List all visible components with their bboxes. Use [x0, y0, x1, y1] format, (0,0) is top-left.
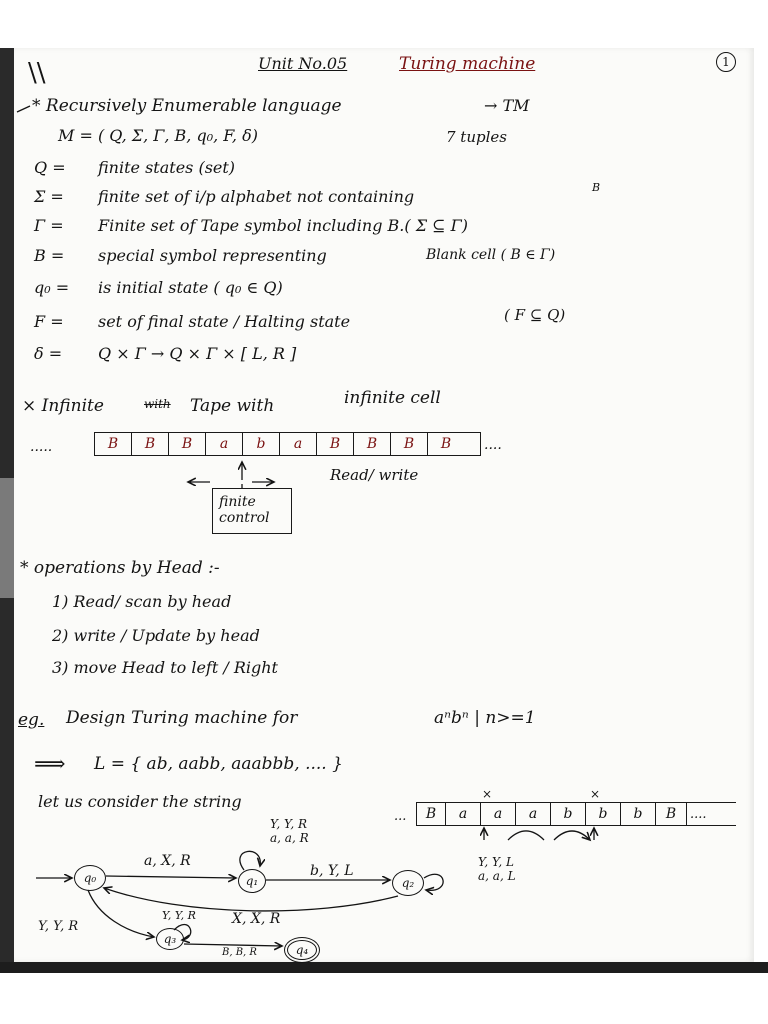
tape-cell: B — [131, 433, 168, 455]
bottom-margin — [0, 973, 768, 1024]
q1-q2-label: b, Y, L — [310, 863, 354, 879]
top-margin — [0, 0, 768, 48]
example-tape-cell: a — [445, 803, 480, 825]
operation-item: 2) write / Update by head — [52, 626, 260, 645]
tape-cell: B — [168, 433, 205, 455]
example-tape-left-dots: ... — [394, 809, 407, 824]
tape-cell: B — [94, 433, 131, 455]
tape-cell: a — [205, 433, 242, 455]
unit-label: Unit No.05 — [258, 54, 348, 73]
example-tape-cell: b — [620, 803, 655, 825]
state-q0: q₀ — [74, 865, 106, 891]
read-write-label: Read/ write — [330, 466, 419, 484]
row-note-b: Blank cell ( B ∈ Γ) — [426, 247, 556, 263]
loop-q2 — [424, 874, 443, 890]
finite-control-label: finite control — [219, 494, 270, 527]
row-note-f: ( F ⊆ Q) — [504, 306, 566, 324]
struck-word: with — [144, 397, 171, 411]
tm-arrow: → TM — [484, 96, 530, 115]
q0-q3-label: Y, Y, R — [38, 919, 79, 934]
desk-background — [0, 48, 14, 973]
top-left-mark: \\ — [28, 58, 46, 88]
tape-arrow — [508, 831, 544, 840]
row-sym-q: Q = — [34, 158, 66, 177]
state-q2: q₂ — [392, 870, 424, 896]
row-sym-sigma: Σ = — [34, 187, 64, 206]
tuple-note: 7 tuples — [446, 128, 507, 146]
edge-q0-q1 — [106, 876, 236, 878]
row-sym-q0: q₀ = — [34, 278, 70, 297]
row-sym-gamma: Γ = — [34, 216, 64, 235]
example-tape-cell: a — [480, 803, 515, 825]
tape-arrow — [554, 831, 590, 840]
edge-q3-q4 — [184, 944, 282, 946]
tape-mark: × — [482, 787, 493, 801]
row-sym-f: F = — [34, 312, 64, 331]
consider-text: let us consider the string — [38, 792, 242, 811]
tape-cell: a — [279, 433, 316, 455]
loop-q1 — [240, 851, 260, 870]
q2-q0-label: X, X, R — [232, 911, 281, 927]
row-text-gamma: Finite set of Tape symbol including B.( Σ ⊆ Γ) — [98, 216, 468, 235]
row-text-f: set of final state / Halting state — [98, 312, 351, 331]
row-sym-b: B = — [34, 246, 65, 265]
language-set: L = { ab, aabb, aaabbb, .... } — [94, 754, 343, 774]
notebook-page — [14, 48, 754, 962]
desk-edge — [0, 962, 768, 973]
tuple-definition: M = ( Q, Σ, Γ, B, q₀, F, δ) — [58, 126, 258, 145]
tape-right-dots: .... — [484, 437, 502, 453]
definition-heading: * Recursively Enumerable language — [32, 96, 342, 116]
q2-loop-label-1: Y, Y, L — [478, 855, 514, 869]
state-q4-inner: q₄ — [287, 940, 317, 960]
q0-q1-label: a, X, R — [144, 853, 191, 869]
page-title: Turing machine — [399, 54, 536, 74]
q3-loop-label: Y, Y, R — [162, 909, 196, 922]
row-note-sigma: B — [592, 181, 601, 194]
example-tape-cell: b — [550, 803, 585, 825]
row-sym-delta: δ = — [34, 344, 63, 363]
tape-cell: B — [353, 433, 390, 455]
stroke — [17, 106, 30, 112]
row-text-q: finite states (set) — [98, 158, 236, 177]
loop-q3 — [174, 925, 191, 940]
example-tape-cell: B — [655, 803, 687, 825]
operations-heading: * operations by Head :- — [20, 558, 220, 578]
tape-mark: × — [590, 787, 601, 801]
example-tape-cell: a — [515, 803, 550, 825]
language-expression: aⁿbⁿ | n>=1 — [434, 708, 536, 728]
glare — [0, 478, 14, 598]
example-tape-cell: b — [585, 803, 620, 825]
implies-arrow: ⟹ — [34, 752, 66, 777]
q1-loop-label-2: a, a, R — [270, 831, 309, 845]
state-q3: q₃ — [156, 928, 184, 950]
diagram-lines — [14, 48, 754, 962]
page-number: 1 — [716, 52, 736, 72]
design-text: Design Turing machine for — [66, 708, 298, 728]
tape-cell: B — [390, 433, 427, 455]
row-text-delta: Q × Γ → Q × Γ × [ L, R ] — [98, 344, 297, 363]
example-tape-cell: B — [416, 803, 445, 825]
row-text-b: special symbol representing — [98, 246, 327, 265]
operation-item: 3) move Head to left / Right — [52, 658, 278, 677]
q2-loop-label-2: a, a, L — [478, 869, 516, 883]
tape-heading-rest: Tape with — [190, 396, 275, 416]
q3-q4-label: B, B, R — [222, 947, 257, 958]
tape-heading-end: infinite cell — [344, 388, 441, 408]
example-tape-right-dots: .... — [690, 807, 707, 822]
tape-cell: B — [316, 433, 353, 455]
eg-label: eg. — [18, 710, 45, 730]
edge-q0-q3 — [88, 890, 154, 937]
tape-cell: b — [242, 433, 279, 455]
state-q1: q₁ — [238, 869, 266, 893]
q1-loop-label-1: Y, Y, R — [270, 817, 308, 831]
tape-heading: × Infinite — [22, 396, 104, 416]
row-text-q0: is initial state ( q₀ ∈ Q) — [98, 278, 283, 297]
tape-left-dots: ..... — [30, 439, 53, 455]
operation-item: 1) Read/ scan by head — [52, 592, 232, 611]
edge-q2-q0 — [104, 888, 398, 911]
tape-cell: B — [427, 433, 464, 455]
row-text-sigma: finite set of i/p alphabet not containing — [98, 187, 415, 206]
